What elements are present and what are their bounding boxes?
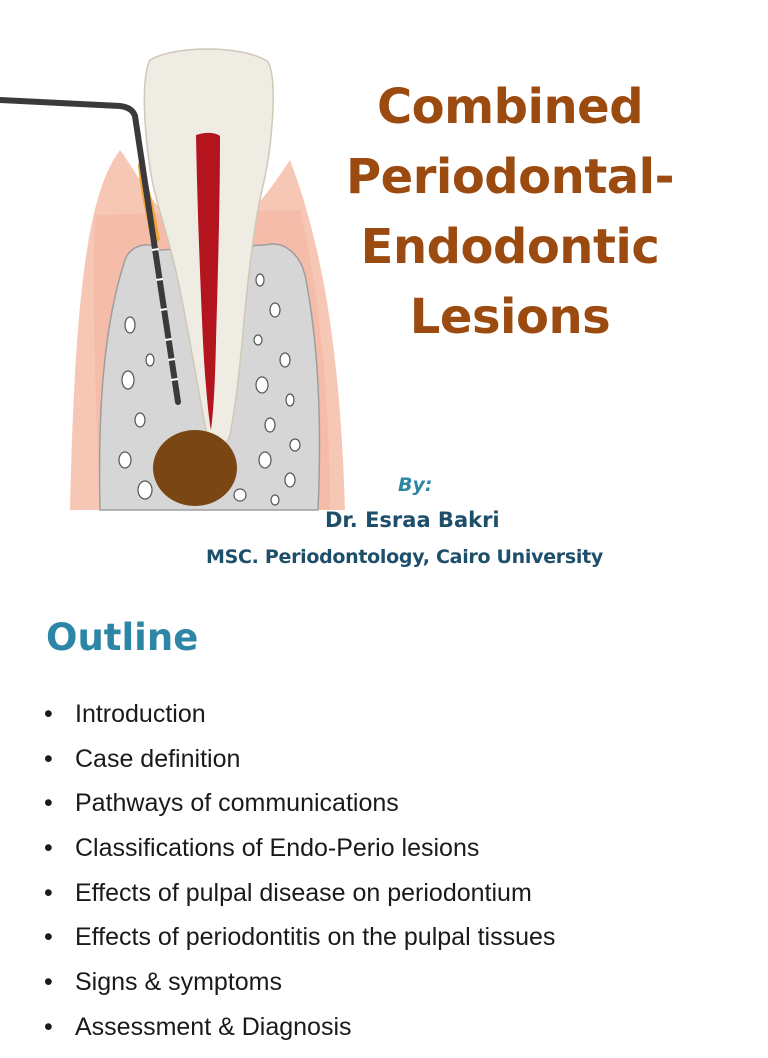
list-item-text: Case definition <box>75 744 241 773</box>
list-item <box>0 700 555 745</box>
list-item-text: Signs & symptoms <box>75 968 283 997</box>
list-item <box>0 834 555 879</box>
list-item <box>0 923 555 968</box>
list-item <box>0 968 555 1013</box>
bullet-icon: • <box>44 968 53 997</box>
list-item-text: Effects of pulpal disease on periodontium <box>75 878 532 907</box>
outline-slide <box>0 588 768 1041</box>
list-item <box>0 745 555 790</box>
tooth-illustration <box>0 40 350 515</box>
bullet-icon: • <box>44 700 53 728</box>
title-line: Endodontic <box>360 219 660 275</box>
list-item <box>0 879 555 924</box>
bullet-icon: • <box>44 834 53 863</box>
list-item-text: Effects of periodontitis on the pulpal tissues <box>75 923 556 952</box>
title-line: Lesions <box>409 289 611 345</box>
list-item-text: Classifications of Endo-Perio lesions <box>75 834 480 863</box>
list-item-text: Assessment & Diagnosis <box>75 1012 352 1041</box>
list-item-text: Introduction <box>75 700 206 728</box>
title-line: Combined <box>376 79 644 135</box>
list-item <box>0 789 555 834</box>
outline-list <box>0 700 555 1058</box>
byline-label: By: <box>398 474 433 496</box>
bullet-icon: • <box>44 789 53 818</box>
bullet-icon: • <box>44 878 53 907</box>
list-item-text: Pathways of communications <box>75 789 399 818</box>
slide-title <box>310 72 710 352</box>
author-name: Dr. Esraa Bakri <box>325 508 500 532</box>
outline-heading: Outline <box>46 616 199 659</box>
bullet-icon: • <box>44 923 53 952</box>
bullet-icon: • <box>44 744 53 773</box>
title-line: Periodontal- <box>345 149 675 205</box>
list-item <box>0 1013 555 1058</box>
periapical-lesion-icon <box>153 430 237 506</box>
author-affiliation: MSC. Periodontology, Cairo University <box>206 546 603 568</box>
bullet-icon: • <box>44 1012 53 1041</box>
